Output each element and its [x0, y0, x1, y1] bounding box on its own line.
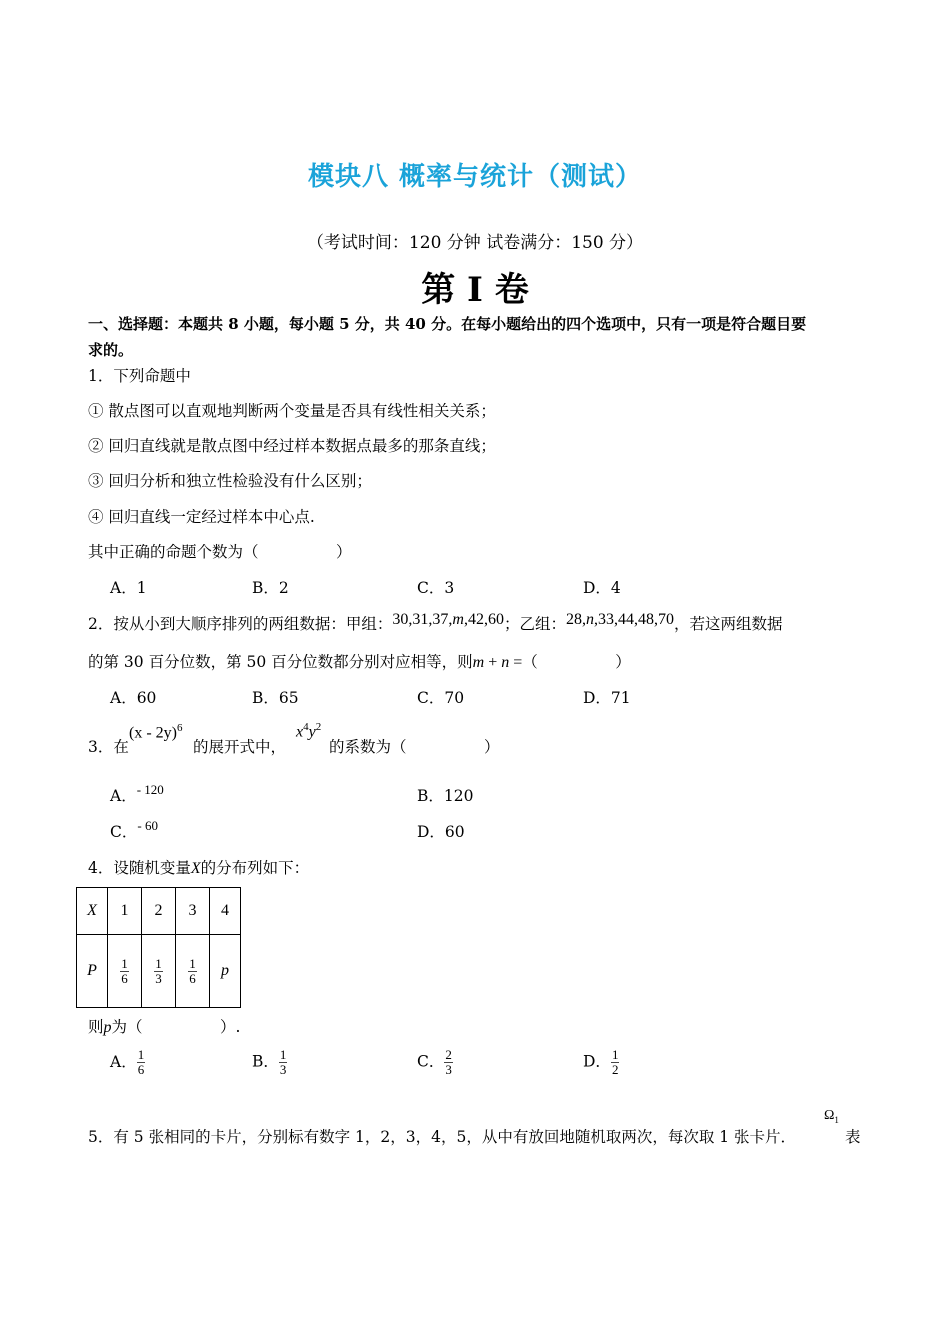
fraction-numerator: 2	[445, 1047, 452, 1062]
q2-line2-end: （ ）	[522, 653, 631, 671]
q1-option-b: B．2	[252, 579, 289, 597]
q3-term-y: y	[308, 723, 316, 741]
q4-question	[88, 1015, 240, 1037]
q3-option-a-label: A．	[110, 787, 137, 805]
q3-term-x: x	[296, 723, 304, 741]
q2-set2	[566, 611, 674, 628]
table-row	[77, 935, 241, 1008]
q1-option-a: A．1	[110, 579, 147, 597]
q1-stem: 1．下列命题中	[88, 367, 191, 385]
q4-ask-a: 则	[88, 1018, 104, 1036]
q4-option-d-label: D．	[583, 1052, 611, 1071]
fraction-denominator: 3	[155, 970, 162, 986]
q4-option-c-label: C．	[417, 1052, 445, 1071]
section-instructions-line2: 求的。	[88, 341, 134, 359]
fraction-numerator: 1	[155, 955, 162, 971]
table-cell: 2	[142, 888, 176, 935]
fraction-denominator: 3	[445, 1062, 452, 1077]
q2-stem-line2	[88, 650, 631, 672]
q2-set2-rest: ,33,44,48,70	[593, 611, 674, 628]
q2-expr-eq: =	[509, 654, 523, 671]
fraction-denominator: 6	[189, 970, 196, 986]
q4-option-d	[583, 1048, 619, 1077]
table-cell: X	[77, 888, 108, 935]
q3-option-a-value: - 120	[136, 782, 164, 797]
q1-item-3: ③ 回归分析和独立性检验没有什么区别；	[88, 472, 372, 490]
q3-option-c-value: - 60	[137, 818, 158, 833]
q4-var-x: X	[190, 860, 201, 877]
table-cell: P	[77, 935, 108, 1008]
q2-option-c: C．70	[417, 689, 465, 707]
table-cell: 3	[176, 888, 210, 935]
q5-omega-symbol: Ω	[824, 1108, 835, 1123]
page-title: 模块八 概率与统计（测试）	[307, 162, 643, 192]
q2-var-n: n	[585, 611, 594, 628]
volume-heading: 第 I 卷	[421, 270, 529, 310]
q3-option-d: D．60	[417, 823, 465, 841]
fraction	[188, 957, 197, 986]
q2-set2-first: 28,	[565, 611, 586, 628]
q2-expr-plus: +	[484, 654, 502, 671]
q3-term-y-exponent: 2	[315, 721, 322, 733]
fraction-numerator: 1	[611, 1047, 619, 1062]
q2-text-c: ，若这两组数据	[673, 615, 783, 633]
fraction-denominator: 6	[121, 970, 128, 986]
table-cell	[142, 935, 176, 1008]
q2-text-a: 2．按从小到大顺序排列的两组数据：甲组：	[88, 615, 393, 633]
table-cell: 1	[108, 888, 142, 935]
q3-term	[296, 721, 321, 741]
q3-text-end: 的系数为（ ）	[329, 738, 500, 756]
fraction	[154, 957, 163, 986]
fraction-denominator: 2	[611, 1062, 619, 1077]
q4-option-c	[417, 1048, 453, 1077]
table-cell	[176, 935, 210, 1008]
table-cell: 4	[210, 888, 241, 935]
section-instructions-line1: 一、选择题：本题共 8 小题，每小题 5 分，共 40 分。在每小题给出的四个选项中，只有一项是符合题目要	[88, 315, 807, 333]
q4-option-b	[252, 1048, 287, 1077]
q2-set1-rest: ,42,60	[463, 611, 504, 628]
q1-option-d: D．4	[583, 579, 621, 597]
fraction	[137, 1048, 146, 1077]
q2-option-b: B．65	[252, 689, 299, 707]
fraction-numerator: 1	[137, 1047, 145, 1062]
q2-expr-n: n	[501, 654, 510, 671]
q3-binomial-base: (x - 2y)	[129, 724, 177, 742]
q2-line2-text: 的第 30 百分位数，第 50 百分位数都分别对应相等，则	[88, 653, 473, 671]
q2-expr-m: m	[472, 654, 485, 671]
table-header-row	[77, 888, 241, 935]
fraction	[444, 1048, 453, 1077]
q3-option-c	[110, 820, 158, 842]
q4-option-a-label: A．	[110, 1052, 137, 1071]
distribution-table	[76, 887, 241, 1008]
q2-expression	[473, 654, 523, 671]
q2-option-a: A．60	[110, 689, 157, 707]
table-cell	[108, 935, 142, 1008]
q2-option-d: D．71	[583, 689, 631, 707]
q1-item-1: ① 散点图可以直观地判断两个变量是否具有线性相关关系；	[88, 402, 496, 420]
q4-stem-b: 的分布列如下：	[200, 859, 310, 877]
q3-text-middle: 的展开式中，	[193, 738, 287, 756]
fraction-denominator: 3	[279, 1062, 287, 1077]
fraction	[120, 957, 129, 986]
q2-var-m: m	[452, 611, 464, 628]
q4-var-p: p	[103, 1019, 112, 1036]
q4-option-a	[110, 1048, 145, 1077]
q3-binomial-exponent: 6	[176, 722, 183, 734]
q5-stem: 5．有 5 张相同的卡片，分别标有数字 1，2，3，4，5，从中有放回地随机取两次，每次取 1 张卡片．	[88, 1128, 797, 1146]
fraction-numerator: 1	[279, 1047, 287, 1062]
q5-omega	[824, 1108, 839, 1125]
q4-ask-b: 为（ ）.	[111, 1018, 241, 1036]
q2-set1-values: 30,31,37,	[392, 611, 453, 628]
q1-item-2: ② 回归直线就是散点图中经过样本数据点最多的那条直线；	[88, 437, 496, 455]
exam-info: （考试时间：120 分钟 试卷满分：150 分）	[306, 233, 644, 253]
q4-stem	[88, 856, 309, 878]
q3-stem: 3．在	[88, 738, 129, 756]
q4-option-b-label: B．	[252, 1052, 279, 1071]
fraction	[611, 1048, 620, 1077]
q5-omega-subscript: 1	[834, 1114, 839, 1125]
q3-option-a	[110, 784, 164, 806]
q5-tail: 表	[845, 1128, 861, 1146]
table-cell: p	[210, 935, 241, 1008]
q1-item-4: ④ 回归直线一定经过样本中心点.	[88, 508, 315, 526]
fraction-numerator: 1	[121, 955, 128, 971]
q3-term-x-exponent: 4	[303, 721, 309, 733]
q4-stem-a: 4．设随机变量	[88, 859, 191, 877]
q2-text-b: ；乙组：	[503, 615, 566, 633]
q1-question: 其中正确的命题个数为（ ）	[88, 543, 352, 561]
q2-stem-line1	[88, 612, 782, 634]
fraction-denominator: 6	[137, 1062, 145, 1077]
q3-option-b: B．120	[417, 787, 474, 805]
q1-option-c: C．3	[417, 579, 455, 597]
fraction-numerator: 1	[189, 955, 196, 971]
q2-set1	[392, 611, 504, 628]
fraction	[279, 1048, 288, 1077]
q3-binomial	[129, 722, 182, 742]
q3-option-c-label: C．	[110, 823, 138, 841]
